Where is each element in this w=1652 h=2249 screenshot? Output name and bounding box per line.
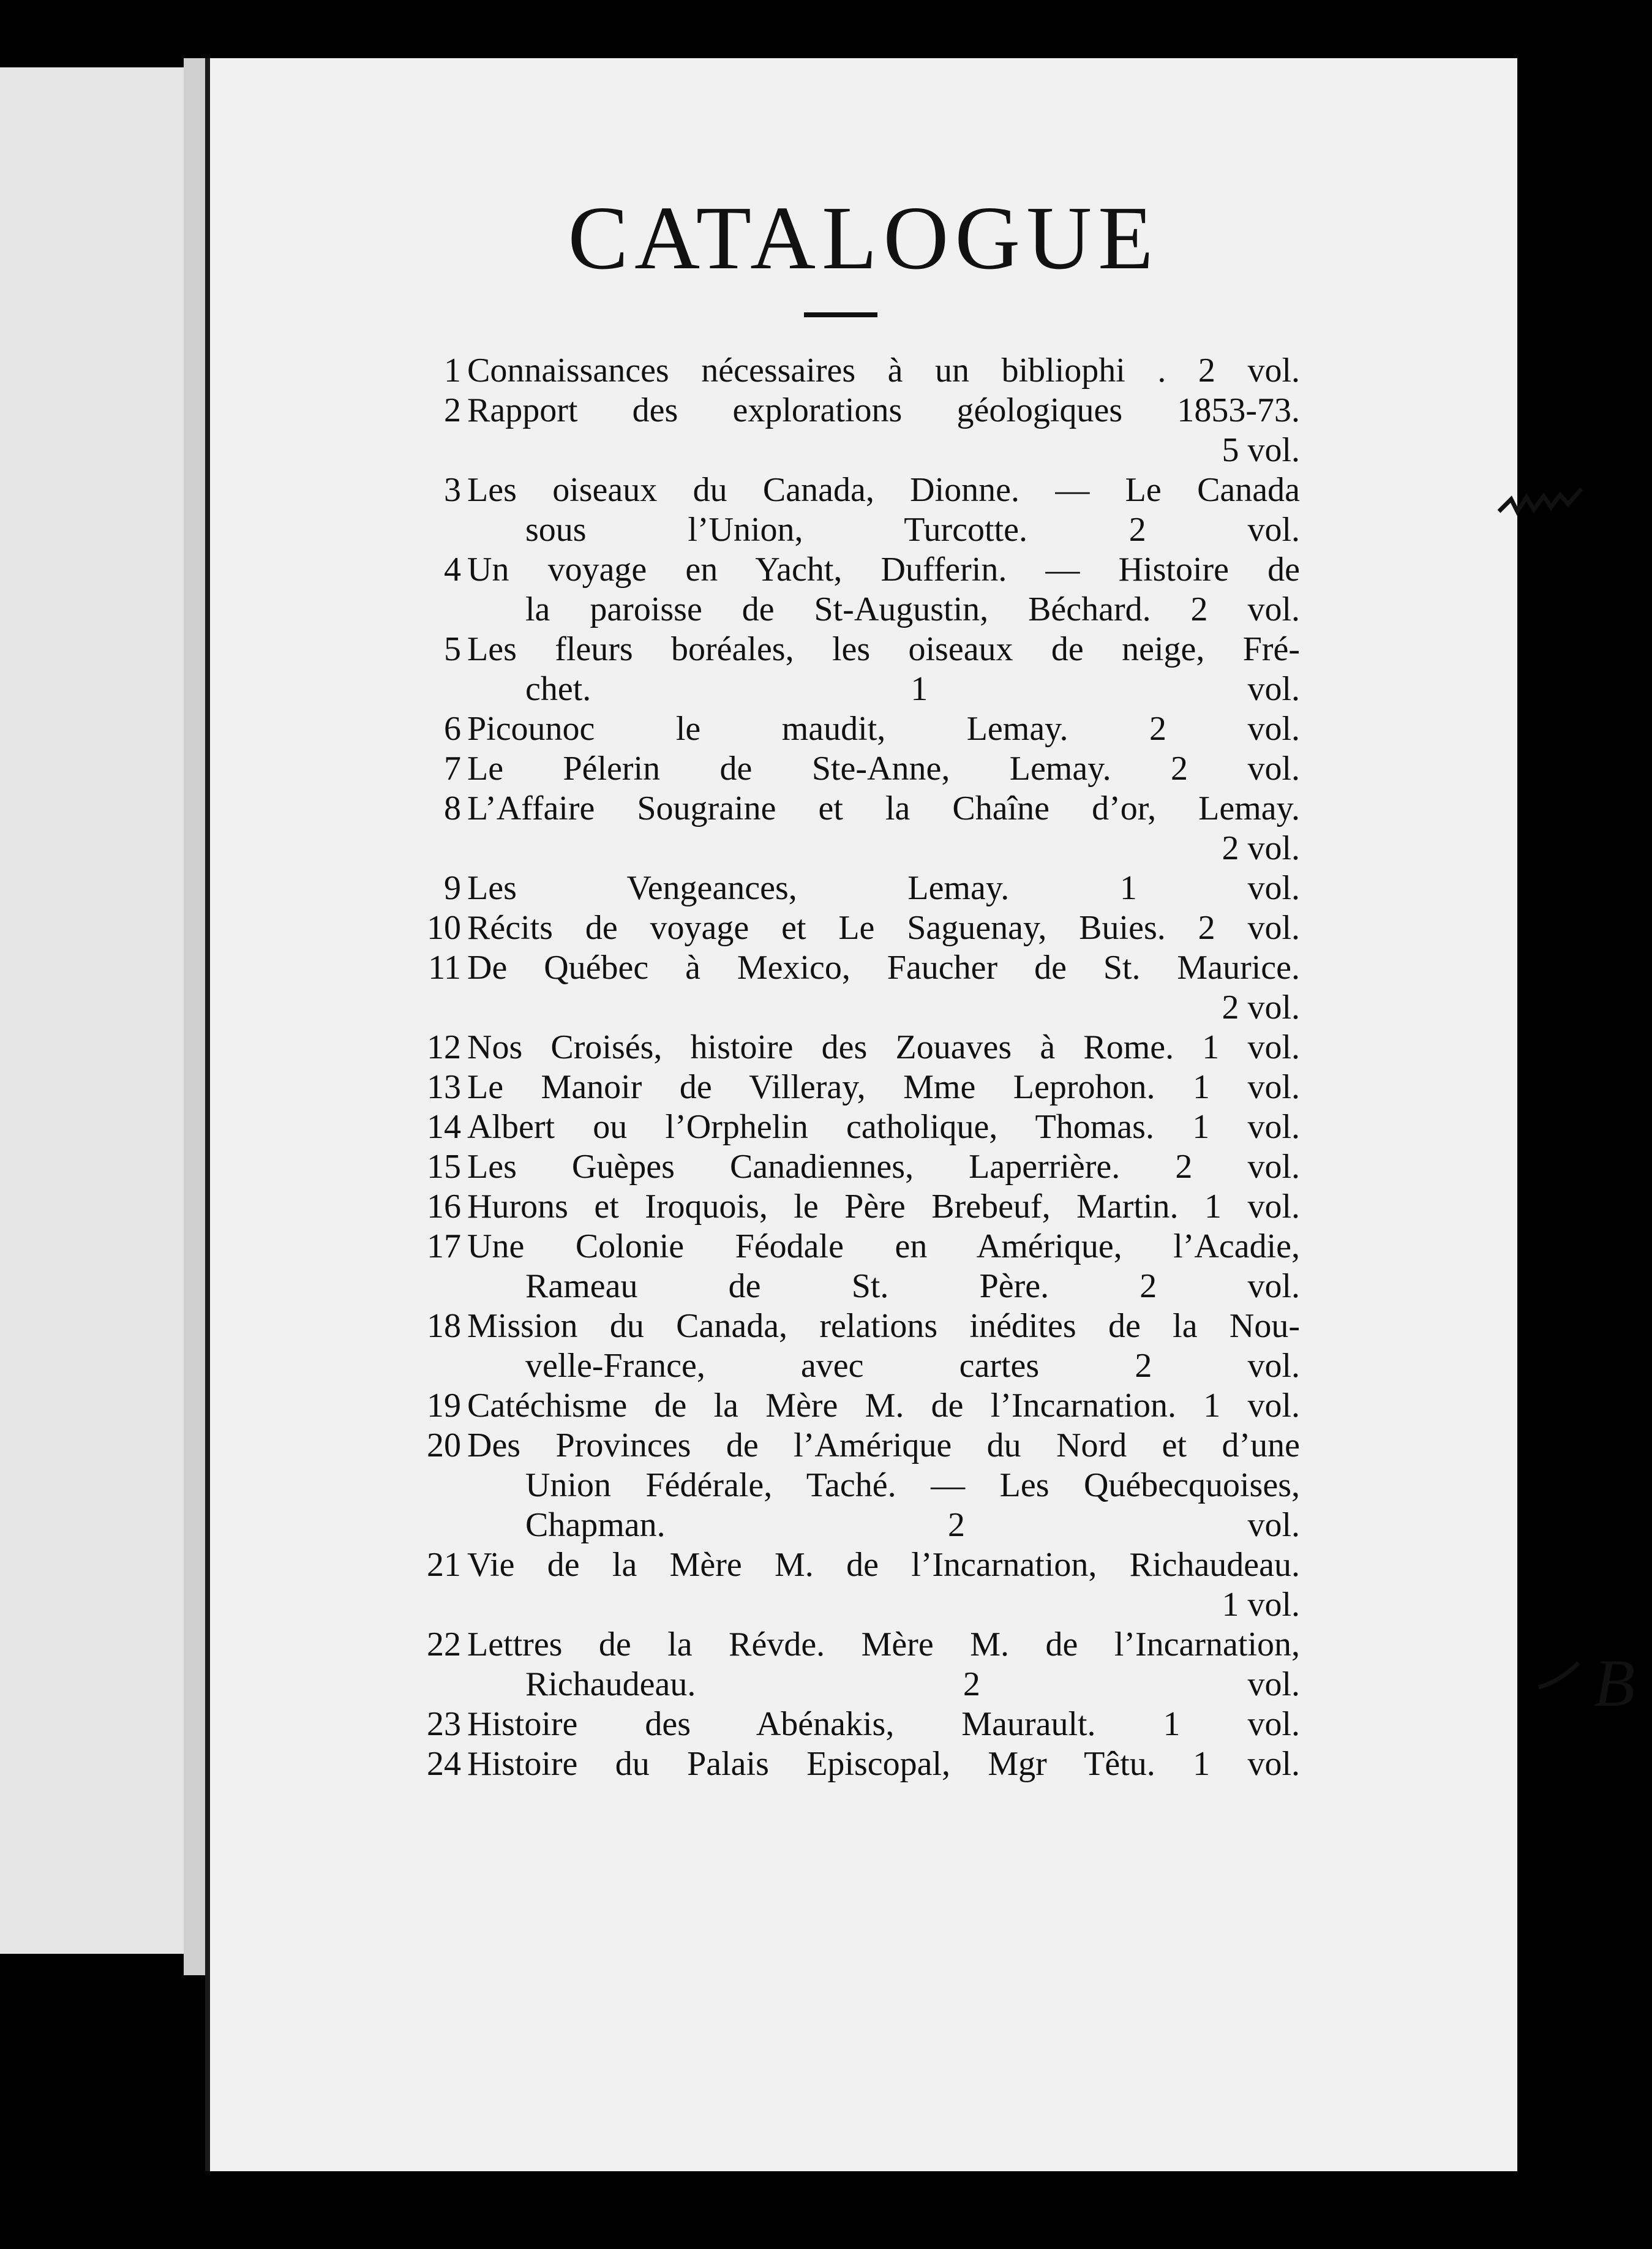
entry-number: 1 [444,352,461,390]
entry-title: Rapport des explorations géologiques 1853-73. [467,391,1300,429]
catalogue-line [406,431,1300,470]
entry-number: 7 [444,750,461,788]
entry-volumes: 1 vol. [1192,1108,1301,1146]
catalogue-line [406,1625,1300,1665]
entry-title: De Québec à Mexico, Faucher de St. Maurice. [467,949,1300,987]
entry-title: Le Manoir de Villeray, Mme Leprohon. [467,1068,1155,1106]
entry-volumes: 1 vol. [1203,1387,1301,1425]
entry-number: 2 [444,391,461,429]
catalogue-line [406,510,1300,550]
entry-number: 21 [427,1546,461,1584]
catalogue-line [406,1705,1300,1744]
entry-number: 22 [427,1626,461,1663]
entry-volumes: 2 vol. [1140,1267,1301,1305]
entry-number: 5 [444,630,461,668]
entry-title: Catéchisme de la Mère M. de l’Incarnation. [467,1387,1176,1425]
catalogue-line [406,1545,1300,1585]
catalogue-line [406,1147,1300,1187]
entry-volumes: 2 vol. [1222,829,1300,867]
catalogue-line [406,1187,1300,1227]
entry-volumes: 1 vol. [1119,869,1300,907]
entry-volumes: 5 vol. [1222,431,1300,469]
entry-title: Récits de voyage et Le Saguenay, Buies. [467,909,1166,947]
entry-volumes: 2 vol. [1198,909,1300,947]
catalogue-line [406,988,1300,1028]
entry-title: Chapman. [525,1506,666,1544]
entry-volumes: 1 vol. [1192,1068,1300,1106]
entry-title: Lettres de la Révde. Mère M. de l’Incarnation, [467,1626,1300,1663]
handwritten-b-letter: B [1594,1646,1635,1720]
entry-number: 3 [444,471,461,509]
page-title: CATALOGUE [568,188,1160,288]
entry-number: 23 [427,1705,461,1743]
entry-volumes: 2 vol. [948,1506,1300,1544]
catalogue-line [406,1267,1300,1306]
catalogue-line [406,709,1300,749]
entry-number: 10 [427,909,461,947]
catalogue-line [406,1346,1300,1386]
catalogue-line [406,550,1300,590]
entry-number: 9 [444,869,461,907]
entry-title: Albert ou l’Orphelin catholique, Thomas. [467,1108,1154,1146]
entry-volumes: 2 vol. [1128,511,1300,549]
catalogue-line [406,1585,1300,1625]
entry-title: Les Vengeances, Lemay. [467,869,1010,907]
entry-number: 14 [427,1108,461,1146]
entry-title: Des Provinces de l’Amérique du Nord et d’une [467,1426,1300,1464]
title-rule [804,312,877,317]
entry-volumes: 2 vol. [1135,1347,1301,1385]
entry-number: 19 [427,1387,461,1425]
entry-title: Hurons et Iroquois, le Père Brebeuf, Martin. [467,1188,1179,1226]
catalogue-line [406,1227,1300,1267]
entry-title: Une Colonie Féodale en Amérique, l’Acadie, [467,1227,1300,1265]
entry-title: chet. [525,670,591,708]
entry-number: 12 [427,1028,461,1066]
entry-number: 8 [444,789,461,827]
entry-number: 16 [427,1188,461,1226]
entry-number: 11 [428,949,461,987]
catalogue-line [406,470,1300,510]
entry-title: Histoire des Abénakis, Maurault. [467,1705,1096,1743]
entry-title: Les fleurs boréales, les oiseaux de neige, Fré- [467,630,1300,668]
catalogue-line [406,1744,1300,1784]
entry-number: 20 [427,1426,461,1464]
catalogue-line [406,1466,1300,1505]
entry-title: Rameau de St. Père. [525,1267,1049,1305]
catalogue-line [406,1426,1300,1466]
entry-title: Les oiseaux du Canada, Dionne. — Le Canada [467,471,1300,509]
catalogue-line [406,1068,1300,1107]
catalogue-line [406,908,1300,948]
entry-number: 24 [427,1745,461,1783]
catalogue-line [406,669,1300,709]
entry-volumes: 2 vol. [1149,710,1301,748]
catalogue-line [406,1107,1300,1147]
entry-volumes: 2 vol. [1175,1148,1301,1186]
catalogue-line [406,948,1300,988]
entry-number: 18 [427,1307,461,1345]
entry-number: 4 [444,551,461,589]
entry-title: Connaissances nécessaires à un bibliophi [467,352,1125,390]
entry-number: 6 [444,710,461,748]
entry-title: Un voyage en Yacht, Dufferin. — Histoire de [467,551,1300,589]
pencil-scribble [1496,484,1588,527]
catalogue-line [406,749,1300,789]
entry-volumes: 1 vol. [910,670,1300,708]
catalogue-line [406,391,1300,431]
entry-title: Mission du Canada, relations inédites de la Nou- [467,1307,1300,1345]
entry-volumes: 2 vol. [1222,989,1300,1027]
entry-title: velle-France, avec cartes [525,1347,1040,1385]
entry-number: 13 [427,1068,461,1106]
catalogue-list [406,351,1300,1784]
entry-volumes: 1 vol. [1202,1028,1300,1066]
entry-volumes: . 2 vol. [1157,352,1301,390]
catalogue-line [406,630,1300,669]
handwritten-b-mark [1536,1638,1652,1730]
entry-number: 17 [427,1227,461,1265]
entry-volumes: 1 vol. [1193,1745,1301,1783]
entry-title: Union Fédérale, Taché. — Les Québecquoises, [525,1466,1300,1504]
entry-volumes: 2 vol. [963,1665,1300,1703]
facing-page-edge [0,67,187,1954]
book-spine [184,58,208,1975]
catalogue-line [406,351,1300,391]
catalogue-line [406,789,1300,829]
catalogue-line [406,1505,1300,1545]
catalogue-line [406,1028,1300,1068]
entry-title: L’Affaire Sougraine et la Chaîne d’or, Lemay. [467,789,1300,827]
catalogue-page [205,58,1635,2171]
entry-title: Richaudeau. [525,1665,696,1703]
entry-title: sous l’Union, Turcotte. [525,511,1027,549]
catalogue-line [406,829,1300,868]
entry-title: Picounoc le maudit, Lemay. [467,710,1068,748]
entry-volumes: 2 vol. [1190,590,1301,628]
catalogue-line [406,868,1300,908]
entry-title: Le Pélerin de Ste-Anne, Lemay. [467,750,1111,788]
entry-title: Histoire du Palais Episcopal, Mgr Têtu. [467,1745,1155,1783]
catalogue-line [406,590,1300,630]
entry-title: Nos Croisés, histoire des Zouaves à Rome. [467,1028,1174,1066]
entry-volumes: 1 vol. [1163,1705,1300,1743]
entry-number: 15 [427,1148,461,1186]
entry-volumes: 1 vol. [1204,1188,1301,1226]
catalogue-line [406,1386,1300,1426]
entry-volumes: 2 vol. [1171,750,1301,788]
entry-title: Vie de la Mère M. de l’Incarnation, Richaudeau. [467,1546,1300,1584]
entry-volumes: 1 vol. [1222,1586,1300,1624]
entry-title: Les Guèpes Canadiennes, Laperrière. [467,1148,1121,1186]
catalogue-line [406,1665,1300,1705]
entry-title: la paroisse de St-Augustin, Béchard. [525,590,1151,628]
catalogue-line [406,1306,1300,1346]
